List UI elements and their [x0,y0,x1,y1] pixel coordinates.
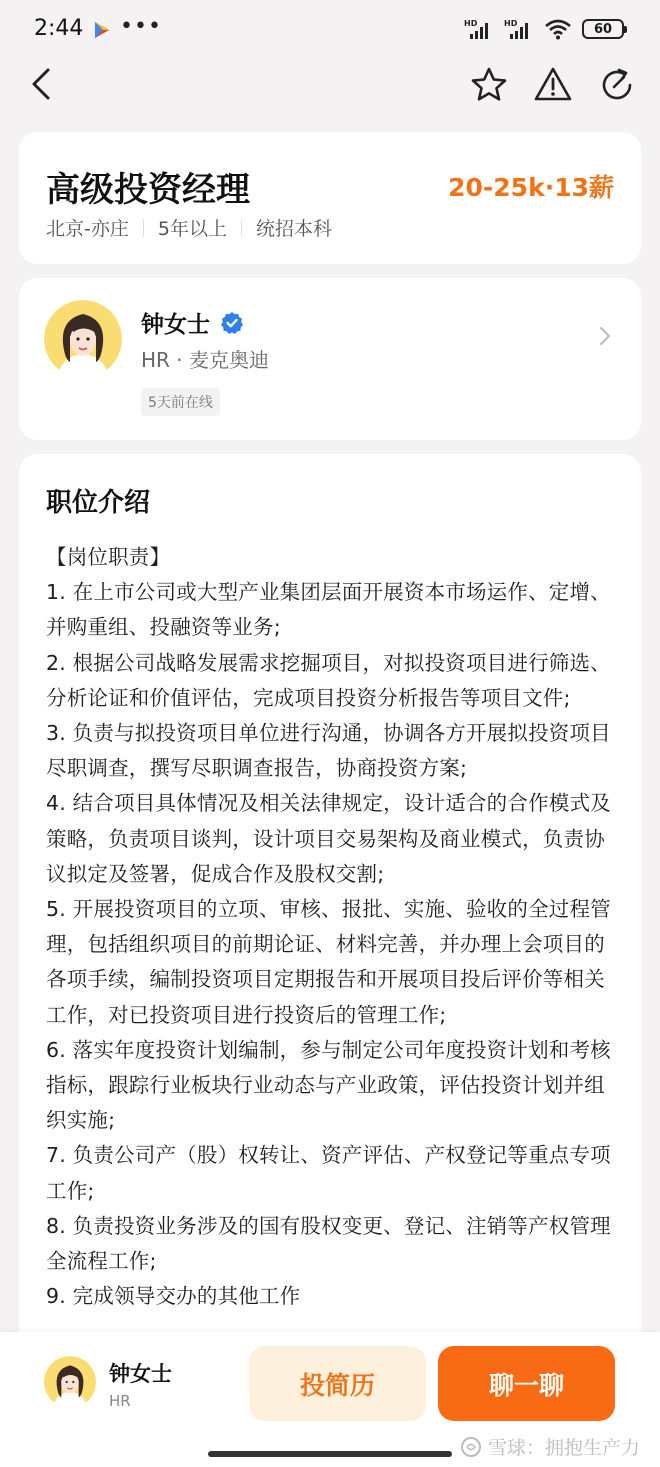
home-indicator[interactable] [208,1451,452,1457]
job-title: 高级投资经理 [46,170,250,210]
xueqiu-logo-icon [460,1436,482,1458]
signal-icon [464,18,494,40]
favorite-button[interactable] [468,64,510,106]
status-time: 2:44 [34,16,84,41]
submit-resume-button[interactable]: 投简历 [249,1346,426,1421]
status-more-dots: ••• [120,14,162,39]
wifi-icon [544,18,572,40]
avatar [44,300,122,378]
description-line: 8. 负责投资业务涉及的国有股权变更、登记、注销等产权管理全流程工作; [46,1213,611,1274]
battery-indicator: 60 [582,19,624,39]
chat-button[interactable]: 聊一聊 [438,1346,615,1421]
description-line: 【岗位职责】 [46,545,171,569]
share-button[interactable] [596,64,638,106]
verified-badge-icon [220,311,244,335]
hr-company: HR · 麦克奥迪 [141,348,270,372]
bottom-hr-name: 钟女士 [109,1362,172,1386]
hr-card[interactable] [19,278,641,440]
description-heading: 职位介绍 [46,488,151,518]
status-bar [0,0,660,60]
nav-actions [468,64,638,106]
svg-text:HD: HD [504,19,518,28]
description-line: 9. 完成领导交办的其他工作 [46,1284,301,1309]
divider [143,219,144,237]
job-meta [46,214,332,241]
warning-icon [532,64,574,106]
job-description-card [19,454,641,1467]
play-store-icon [92,20,112,40]
nav-bar [0,60,660,108]
signal-icon-2 [504,18,534,40]
job-experience: 5年以上 [157,218,227,240]
job-location: 北京-亦庄 [46,218,129,240]
hr-avatar-icon [44,300,122,378]
bottom-hr-role: HR [109,1392,131,1410]
description-line: 7. 负责公司产（股）权转让、资产评估、产权登记等重点专项工作; [46,1143,611,1203]
report-button[interactable] [532,64,574,106]
watermark [460,1433,640,1460]
watermark-text: 雪球：拥抱生产力 [487,1437,640,1459]
hr-name [141,306,244,339]
online-status-badge: 5天前在线 [141,388,220,416]
divider [241,219,242,237]
job-education: 统招本科 [255,218,332,240]
status-indicators [464,18,624,40]
hr-name-text: 钟女士 [141,312,210,338]
description-line: 2. 根据公司战略发展需求挖掘项目，对拟投资项目进行筛选、分析论证和价值评估，完成项目投资分析报告等项目文件; [46,650,611,710]
avatar [44,1356,96,1408]
description-line: 4. 结合项目具体情况及相关法律规定，设计适合的合作模式及策略，负责项目谈判，设计项目交易架构及商业模式，负责协议拟定及签署，促成合作及股权交割; [46,791,611,886]
share-icon [596,64,638,106]
salary: 20-25k·13薪 [448,173,614,202]
back-arrow-icon[interactable] [22,64,62,104]
hr-avatar-icon [44,1356,96,1408]
description-line: 1. 在上市公司或大型产业集团层面开展资本市场运作、定增、并购重组、投融资等业务; [46,580,611,640]
star-icon [468,64,510,106]
job-title-card [19,132,641,264]
chevron-right-icon [597,324,613,348]
description-line: 5. 开展投资项目的立项、审核、报批、实施、验收的全过程管理，包括组织项目的前期论证、材料完善，并办理上会项目的各项手续，编制投资项目定期报告和开展项目投后评价等相关工作，对已投资项目进行投资后的管理工作; [46,897,611,1027]
description-body [46,540,616,1314]
description-line: 6. 落实年度投资计划编制，参与制定公司年度投资计划和考核指标，跟踪行业板块行业动态与产业政策，评估投资计划并组织实施; [46,1037,611,1133]
description-line: 3. 负责与拟投资项目单位进行沟通，协调各方开展拟投资项目尽职调查，撰写尽职调查报告，协商投资方案; [46,721,611,781]
svg-text:HD: HD [464,19,478,28]
bottom-action-bar [0,1332,660,1467]
